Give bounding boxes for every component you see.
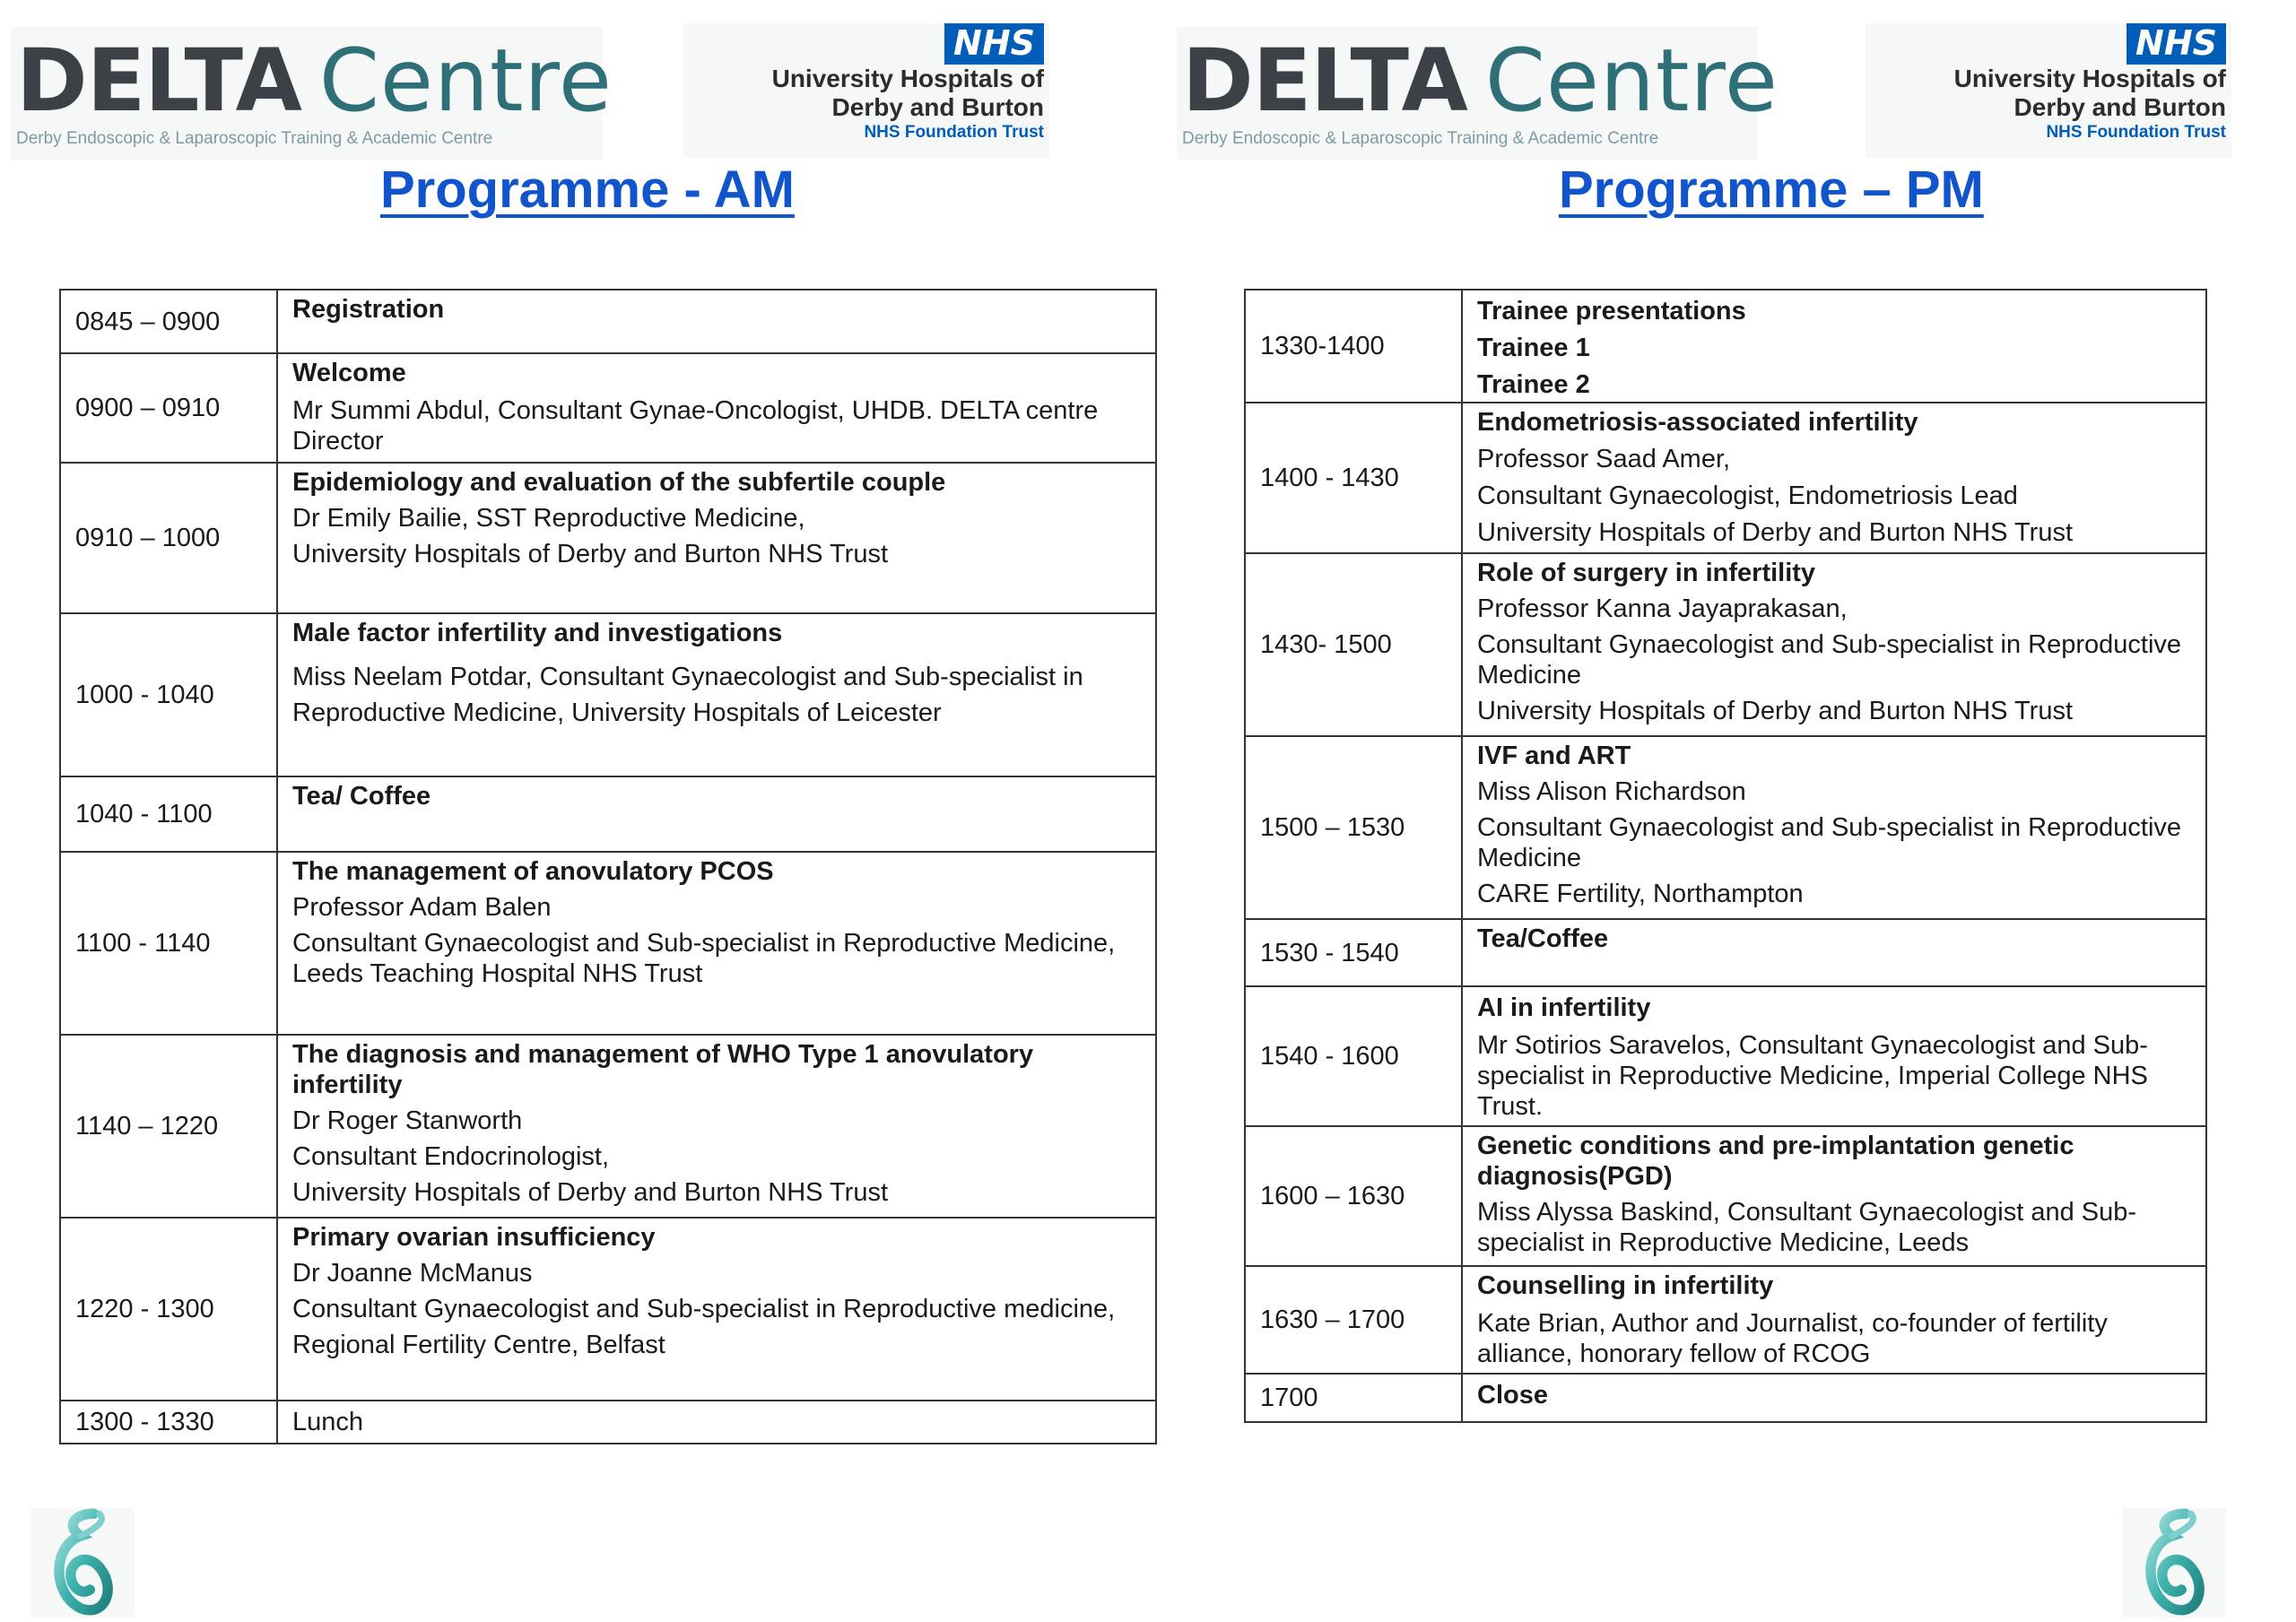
session-cell [1462, 553, 2206, 736]
session-detail: Dr Roger Stanworth [292, 1106, 523, 1135]
session-detail: Professor Kanna Jayaprakasan, [1477, 594, 1848, 623]
session-heading: Primary ovarian insufficiency [292, 1223, 656, 1252]
session-detail: Consultant Gynaecologist and Sub-specialist in Reproductive Medicine [1477, 813, 2182, 872]
session-detail: CARE Fertility, Northampton [1477, 880, 1804, 908]
time-cell: 1400 - 1430 [1245, 403, 1462, 553]
table-row [60, 1035, 1156, 1218]
table-row [1245, 986, 2206, 1126]
table-row [1245, 403, 2206, 553]
session-detail: Miss Neelam Potdar, Consultant Gynaecologist and Sub-specialist in Reproductive Medicine, University Hospitals of Leicester [292, 663, 1083, 727]
nhs-logo-left [683, 23, 1049, 158]
session-detail: Dr Emily Bailie, SST Reproductive Medicine, [292, 504, 805, 533]
session-heading: Counselling in infertility [1477, 1271, 1774, 1300]
time-cell: 1530 - 1540 [1245, 919, 1462, 986]
session-detail: Lunch [292, 1408, 364, 1436]
time-cell: 0910 – 1000 [60, 463, 277, 613]
session-detail: Dr Joanne McManus [292, 1259, 533, 1288]
session-cell [1462, 403, 2206, 553]
session-cell [277, 353, 1156, 463]
session-detail: Consultant Gynaecologist and Sub-specialist in Reproductive Medicine, Leeds Teaching Hospital NHS Trust [292, 929, 1116, 988]
session-heading: The diagnosis and management of WHO Type 1 anovulatory infertility [292, 1040, 1034, 1099]
time-cell: 1220 - 1300 [60, 1218, 277, 1401]
table-row [60, 1218, 1156, 1401]
session-heading: Male factor infertility and investigations [292, 619, 783, 647]
session-heading: AI in infertility [1477, 993, 1651, 1022]
delta-title-light: Centre [1484, 30, 1779, 131]
session-detail: Mr Summi Abdul, Consultant Gynae-Oncologist, UHDB. DELTA centre Director [292, 396, 1099, 455]
session-heading: Welcome [292, 359, 406, 387]
table-row [1245, 919, 2206, 986]
session-heading: The management of anovulatory PCOS [292, 857, 774, 886]
delta-swirl-icon [2122, 1508, 2226, 1618]
session-heading: Tea/Coffee [1477, 924, 1609, 953]
session-cell [1462, 290, 2206, 403]
session-heading: Trainee presentations [1477, 297, 1746, 325]
table-row [60, 463, 1156, 613]
session-detail: Miss Alison Richardson [1477, 777, 1746, 806]
table-row [1245, 1266, 2206, 1374]
programme-am-title[interactable]: Programme - AM [380, 160, 795, 219]
nhs-org-line1: University Hospitals of [1953, 64, 2226, 92]
nhs-badge: NHS [944, 23, 1044, 65]
time-cell: 1300 - 1330 [60, 1401, 277, 1444]
session-detail: Consultant Gynaecologist, Endometriosis Lead [1477, 481, 2018, 510]
session-cell [277, 290, 1156, 353]
nhs-org-line2: Derby and Burton [831, 92, 1044, 121]
session-heading: Close [1477, 1381, 1548, 1409]
time-cell: 1500 – 1530 [1245, 736, 1462, 919]
table-row [60, 1401, 1156, 1444]
time-cell: 1100 - 1140 [60, 852, 277, 1035]
session-cell [1462, 1126, 2206, 1266]
pm-schedule-table [1244, 289, 2207, 1423]
session-heading: Registration [292, 295, 445, 324]
session-detail: Consultant Endocrinologist, [292, 1142, 610, 1171]
time-cell: 1040 - 1100 [60, 776, 277, 852]
session-heading: Endometriosis-associated infertility [1477, 408, 1918, 437]
session-heading: Genetic conditions and pre-implantation genetic diagnosis(PGD) [1477, 1132, 2074, 1191]
session-cell [1462, 736, 2206, 919]
session-cell [277, 776, 1156, 852]
table-row [60, 290, 1156, 353]
delta-title-light: Centre [318, 30, 613, 131]
time-cell: 1600 – 1630 [1245, 1126, 1462, 1266]
session-heading: Tea/ Coffee [292, 782, 431, 811]
session-detail: Miss Alyssa Baskind, Consultant Gynaecologist and Sub-specialist in Reproductive Medicine, Leeds [1477, 1198, 2137, 1257]
delta-centre-logo-left [11, 27, 613, 160]
time-cell: 1630 – 1700 [1245, 1266, 1462, 1374]
session-cell [277, 1035, 1156, 1218]
time-cell: 1330-1400 [1245, 290, 1462, 403]
delta-title-bold: DELTA [1182, 30, 1467, 131]
delta-swirl-mark-bottom-right [2122, 1508, 2226, 1618]
session-cell [1462, 919, 2206, 986]
time-cell: 0845 – 0900 [60, 290, 277, 353]
session-cell [277, 613, 1156, 776]
session-detail: Consultant Gynaecologist and Sub-specialist in Reproductive medicine, [292, 1295, 1116, 1323]
table-row [60, 776, 1156, 852]
session-detail: University Hospitals of Derby and Burton NHS Trust [1477, 518, 2074, 547]
delta-swirl-mark-bottom-left [30, 1508, 135, 1618]
delta-subtitle: Derby Endoscopic & Laparoscopic Training & Academic Centre [16, 129, 493, 148]
table-row [1245, 290, 2206, 403]
time-cell: 1700 [1245, 1374, 1462, 1422]
nhs-org-line1: University Hospitals of [771, 64, 1044, 92]
time-cell: 1430- 1500 [1245, 553, 1462, 736]
session-cell [1462, 986, 2206, 1126]
session-cell [1462, 1266, 2206, 1374]
nhs-org-line2: Derby and Burton [2013, 92, 2226, 121]
session-detail: Kate Brian, Author and Journalist, co-founder of fertility alliance, honorary fellow of RCOG [1477, 1309, 2108, 1368]
session-detail: Regional Fertility Centre, Belfast [292, 1331, 665, 1359]
table-row [1245, 553, 2206, 736]
table-row [1245, 736, 2206, 919]
table-row [1245, 1374, 2206, 1422]
delta-title-bold: DELTA [16, 30, 301, 131]
session-detail: University Hospitals of Derby and Burton NHS Trust [292, 1178, 889, 1207]
nhs-trust-name: NHS Foundation Trust [2046, 122, 2226, 142]
session-detail: Mr Sotirios Saravelos, Consultant Gynaecologist and Sub-specialist in Reproductive Medicine, Imperial College NHS Trust. [1477, 1031, 2148, 1121]
session-cell [277, 852, 1156, 1035]
time-cell: 1000 - 1040 [60, 613, 277, 776]
time-cell: 1140 – 1220 [60, 1035, 277, 1218]
time-cell: 0900 – 0910 [60, 353, 277, 463]
session-heading: Epidemiology and evaluation of the subfertile couple [292, 468, 946, 497]
delta-swirl-icon [30, 1508, 135, 1618]
session-cell [277, 463, 1156, 613]
table-row [60, 852, 1156, 1035]
session-detail: University Hospitals of Derby and Burton NHS Trust [1477, 697, 2074, 725]
nhs-trust-name: NHS Foundation Trust [864, 122, 1044, 142]
session-detail: Professor Adam Balen [292, 893, 552, 922]
programme-pm-title[interactable]: Programme – PM [1559, 160, 1984, 219]
trainee-2-label: Trainee 2 [1477, 370, 1590, 399]
session-cell [277, 1401, 1156, 1444]
session-detail: University Hospitals of Derby and Burton NHS Trust [292, 540, 889, 568]
am-schedule-table [59, 289, 1157, 1444]
nhs-badge: NHS [2126, 23, 2226, 65]
trainee-1-label: Trainee 1 [1477, 334, 1590, 362]
table-row [60, 613, 1156, 776]
session-cell [277, 1218, 1156, 1401]
table-row [1245, 1126, 2206, 1266]
nhs-logo-right [1866, 23, 2231, 158]
delta-subtitle: Derby Endoscopic & Laparoscopic Training & Academic Centre [1182, 129, 1659, 148]
session-detail: Consultant Gynaecologist and Sub-specialist in Reproductive Medicine [1477, 630, 2182, 690]
delta-centre-logo-right [1177, 27, 1779, 160]
time-cell: 1540 - 1600 [1245, 986, 1462, 1126]
session-cell [1462, 1374, 2206, 1422]
session-heading: IVF and ART [1477, 742, 1631, 770]
table-row [60, 353, 1156, 463]
session-heading: Role of surgery in infertility [1477, 559, 1816, 587]
session-detail: Professor Saad Amer, [1477, 445, 1731, 473]
